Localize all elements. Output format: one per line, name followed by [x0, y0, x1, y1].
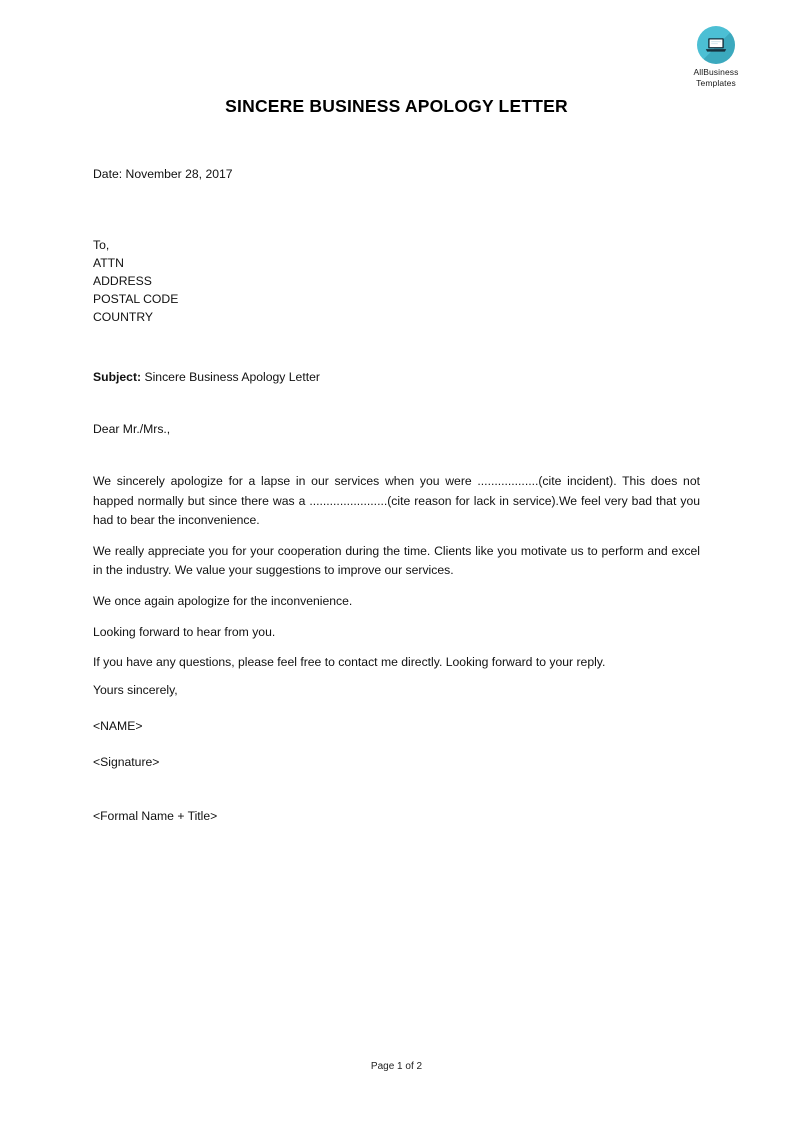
page-title: SINCERE BUSINESS APOLOGY LETTER — [225, 96, 568, 116]
address-line-address: ADDRESS — [93, 274, 152, 288]
brand-name — [683, 67, 749, 88]
body-paragraph-5: If you have any questions, please feel free to contact me directly. Looking forward to your reply. — [93, 655, 606, 670]
valediction: Yours sincerely, — [93, 683, 178, 697]
salutation-line — [93, 420, 700, 438]
brand-name-line2: Templates — [696, 77, 736, 88]
subject-label: Subject: — [93, 370, 142, 384]
laptop-icon — [705, 37, 727, 53]
address-line-country: COUNTRY — [93, 310, 154, 324]
salutation-text: Dear Mr./Mrs., — [93, 422, 171, 436]
recipient-address-block — [93, 236, 700, 326]
subject-row — [93, 368, 700, 386]
closing-block — [93, 681, 700, 843]
body-paragraph-2: We really appreciate you for your cooperation during the time. Clients like you motivate us to perform and excel in the industry. We value your suggestions to improve our services. — [93, 543, 700, 578]
page-footer: Page 1 of 2 — [370, 1061, 423, 1072]
subject-line — [93, 368, 700, 386]
body-paragraph-4: Looking forward to hear from you. — [93, 624, 276, 639]
signature-placeholder: <Signature> — [93, 755, 160, 769]
sender-name-placeholder: <NAME> — [93, 719, 143, 733]
body-paragraph-3: We once again apologize for the inconvenience. — [93, 593, 353, 608]
address-line-attn: ATTN — [93, 256, 124, 270]
brand-logo — [683, 26, 749, 88]
letter-body — [93, 472, 700, 684]
brand-name-line1: AllBusiness — [693, 67, 739, 77]
formal-name-title-placeholder: <Formal Name + Title> — [93, 809, 218, 823]
date-text: Date: November 28, 2017 — [93, 167, 233, 181]
address-line-postal-code: POSTAL CODE — [93, 292, 179, 306]
subject-value: Sincere Business Apology Letter — [144, 370, 320, 384]
date-line — [93, 165, 700, 183]
address-line-to: To, — [93, 238, 110, 252]
body-paragraph-1: We sincerely apologize for a lapse in our services when you were ..................(cite incident). This does not happed normally but since there was a .......................(cite reason for lack in service).We feel very bad that you had to bear the inconvenience. — [93, 474, 700, 528]
brand-logo-circle — [697, 26, 735, 64]
